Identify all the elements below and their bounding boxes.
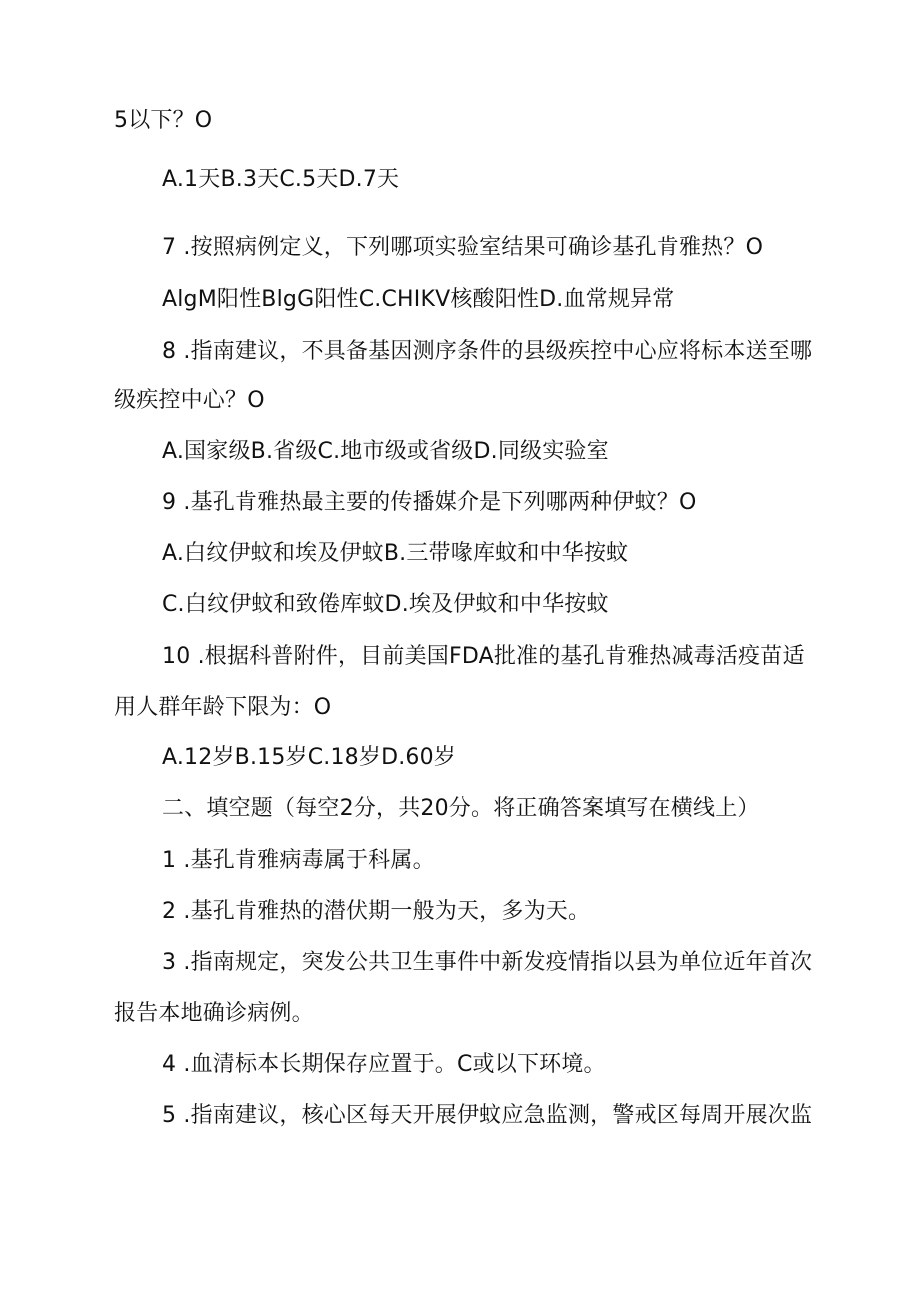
fill-blank-4: 4 .血清标本长期保存应置于。C或以下环境。: [162, 1052, 606, 1077]
question-10-text-cont: 用人群年龄下限为：O: [114, 695, 332, 720]
question-9-text: 9 .基孔肯雅热最主要的传播媒介是下列哪两种伊蚊？O: [162, 490, 697, 515]
question-7-options: AlgM阳性BlgG阳性C.CHIKV核酸阳性D.血常规异常: [162, 287, 675, 312]
question-10-text: 10 .根据科普附件，目前美国FDA批准的基孔肯雅热减毒活疫苗适: [162, 644, 805, 669]
fill-blank-5: 5 .指南建议，核心区每天开展伊蚊应急监测，警戒区每周开展次监: [162, 1103, 813, 1128]
question-8-text-cont: 级疾控中心？O: [114, 388, 265, 413]
fill-blank-3: 3 .指南规定，突发公共卫生事件中新发疫情指以县为单位近年首次: [162, 950, 813, 975]
question-6-options: A.1天B.3天C.5天D.7天: [162, 167, 400, 192]
question-9-options-ab: A.白纹伊蚊和埃及伊蚊B.三带喙库蚊和中华按蚊: [162, 541, 629, 566]
fill-blank-3-cont: 报告本地确诊病例。: [114, 1001, 314, 1026]
question-7-text: 7 .按照病例定义，下列哪项实验室结果可确诊基孔肯雅热？O: [162, 235, 764, 260]
question-9-options-cd: C.白纹伊蚊和致倦库蚊D.埃及伊蚊和中华按蚊: [162, 592, 609, 617]
text-line-continuation: 5以下？O: [114, 108, 213, 133]
fill-blank-1: 1 .基孔肯雅病毒属于科属。: [162, 848, 435, 873]
fill-blank-2: 2 .基孔肯雅热的潜伏期一般为天，多为天。: [162, 899, 591, 924]
section-heading-fill-blank: 二、填空题（每空2分，共20分。将正确答案填写在横线上）: [162, 796, 760, 821]
question-8-text: 8 .指南建议，不具备基因测序条件的县级疾控中心应将标本送至哪: [162, 339, 813, 364]
question-8-options: A.国家级B.省级C.地市级或省级D.同级实验室: [162, 439, 609, 464]
question-10-options: A.12岁B.15岁C.18岁D.60岁: [162, 745, 457, 770]
